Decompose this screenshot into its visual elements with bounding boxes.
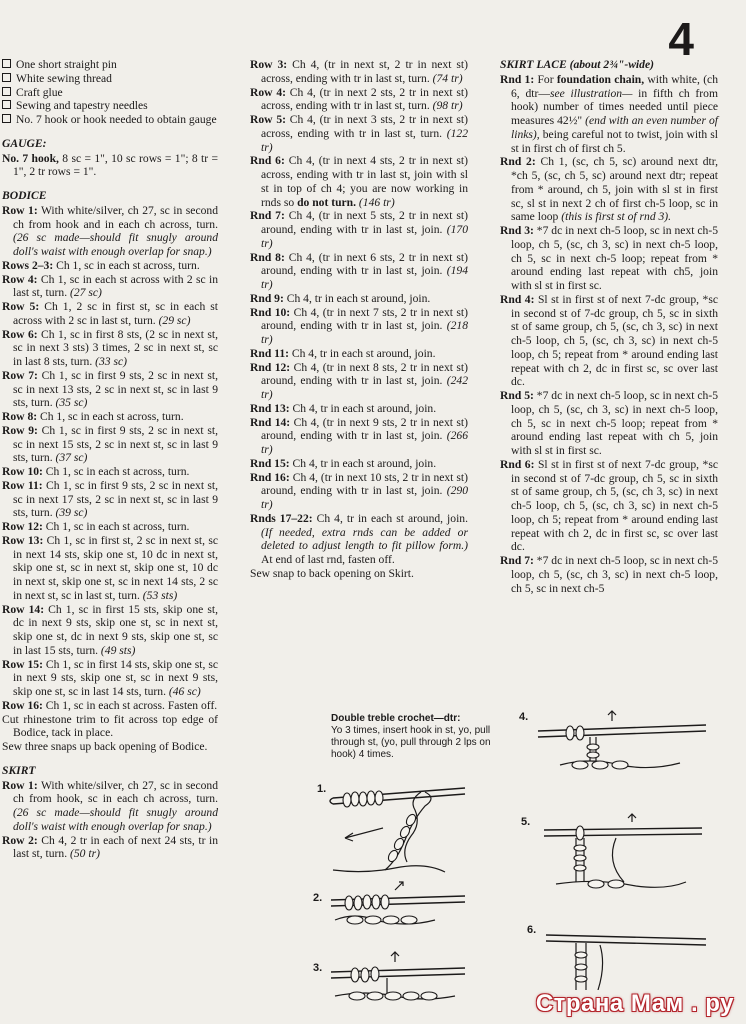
supply-text: One short straight pin — [16, 58, 117, 71]
column-left — [2, 58, 218, 861]
instruction-row: Row 13: Ch 1, sc in first st, 2 sc in next st, sc in next 14 sts, skip one st, 10 dc in next st, skip one st, sc in next st, skip one st, 10 dc in next st, skip one st, sc in next 14 sts, 2 sc in next st, sc in last st, turn. (53 sts) — [2, 533, 218, 602]
step-number: 6. — [527, 924, 537, 936]
watermark: Страна Мам . ру — [535, 990, 734, 1017]
instruction-row: Row 5: Ch 1, 2 sc in first st, sc in each st across with 2 sc in last st, turn. (29 sc) — [2, 300, 218, 327]
step-number: 4. — [519, 711, 529, 723]
supply-item — [2, 99, 218, 113]
instruction-row: Row 4: Ch 1, sc in each st across with 2 sc in last st, turn. (27 sc) — [2, 272, 218, 300]
instruction-text: Cut rhinestone trim to fit across top edge of Bodice, tack in place. — [2, 712, 218, 740]
instruction-row: Row 10: Ch 1, sc in each st across, turn. — [2, 465, 190, 478]
page-number: 4 — [668, 13, 694, 65]
dtr-step-4-illustration — [530, 705, 710, 780]
instruction-row: Rnd 5: *7 dc in next ch-5 loop, sc in next ch-5 loop, ch 5, (sc, ch 3, sc) in next ch-5 loop, ch 5, sc in next ch-5 loop; repeat from * around ending last repeat with ch 5, join with sl st in first sc. — [500, 389, 718, 457]
instruction-row: Rnd 7: *7 dc in next ch-5 loop, sc in next ch-5 loop, ch 5, (sc, ch 3, sc) in next ch-5 loop, ch 5, sc in next ch-5 — [500, 554, 718, 595]
dtr-step-6-illustration — [540, 915, 710, 990]
instruction-row: Row 3: Ch 4, (tr in next st, 2 tr in next st) across, ending with tr in last st, turn. (74 tr) — [250, 58, 468, 85]
instruction-row: Row 1: With white/silver, ch 27, sc in second ch from hook, sc in each ch across, turn. (26 sc made—should fit snugly around doll's waist with enough overlap for snap.) — [2, 778, 218, 833]
step-number: 3. — [313, 962, 323, 974]
supply-text: No. 7 hook or hook needed to obtain gauge — [16, 113, 217, 126]
instruction-row: Rnd 13: Ch 4, tr in each st around, join. — [250, 401, 437, 415]
dtr-title: Double treble crochet—dtr: — [331, 713, 461, 724]
supply-text: Sewing and tapestry needles — [16, 99, 148, 113]
instruction-row: Row 2: Ch 4, 2 tr in each of next 24 sts, tr in last st, turn. (50 tr) — [2, 833, 219, 861]
instruction-row: Row 12: Ch 1, sc in each st across, turn. — [2, 520, 190, 533]
instruction-row: Row 9: Ch 1, sc in first 9 sts, 2 sc in next st, sc in next 15 sts, 2 sc in next st, sc in last 9 sts, turn. (37 sc) — [2, 423, 218, 465]
supply-item — [2, 113, 218, 127]
dtr-step-3-illustration — [325, 950, 470, 1015]
instruction-row: Rnd 6: Ch 4, (tr in next 4 sts, 2 tr in next st) across, ending with tr in last st, join with sl st in top of ch 4; you are now working in rnds so do not turn. (146 tr) — [250, 154, 469, 209]
instruction-row: Rnd 10: Ch 4, (tr in next 7 sts, 2 tr in next st) around, ending with tr in last st, join. (218 tr) — [250, 305, 468, 346]
instruction-row: Rnd 2: Ch 1, (sc, ch 5, sc) around next dtr, *ch 5, (sc, ch 5, sc) around next dtr; repeat from * around, ch 5, join with sl st in first sc, sl st in next 2 ch of first ch-5 loop, sc in same loop (this is first st of rnd 3). — [500, 155, 719, 224]
step-number: 5. — [521, 816, 531, 828]
checkbox-icon — [2, 100, 11, 109]
dtr-caption — [331, 713, 499, 761]
instruction-row: Rnd 16: Ch 4, (tr in next 10 sts, 2 tr in next st) around, ending with tr in last st, join. (290 tr) — [250, 470, 468, 511]
instruction-row: Row 1: With white/silver, ch 27, sc in second ch from hook and in each ch across, turn. (26 sc made—should fit snugly around doll's waist with enough overlap for snap.) — [2, 203, 218, 258]
instruction-row: Row 8: Ch 1, sc in each st across, turn. — [2, 410, 184, 423]
instruction-row: Row 4: Ch 4, (tr in next 2 sts, 2 tr in next st) across, ending with tr in last st, turn. (98 tr) — [250, 85, 468, 113]
skirt-lace-heading: SKIRT LACE (about 2¾"-wide) — [500, 58, 654, 71]
instruction-row: Rnd 9: Ch 4, tr in each st around, join. — [250, 291, 431, 305]
instruction-row: Row 6: Ch 1, sc in first 8 sts, (2 sc in next st, sc in next 3 sts) 3 times, 2 sc in next st, sc in last 8 sts, turn. (33 sc) — [2, 327, 218, 368]
supply-item — [2, 58, 218, 72]
instruction-row: Rnd 4: Sl st in first st of next 7-dc group, *sc in second st of 7-dc group, ch 5, sc in sixth st of same group, ch 5, (sc, ch 3, sc) in next ch-5 loop, ch 5, (sc, ch 3, sc) in next ch-5 loop, ch 5; repeat from * around ending last repeat with ch 2, dc in first sc, sc over last dc. — [500, 292, 718, 389]
supply-item — [2, 86, 218, 100]
checkbox-icon — [2, 87, 11, 96]
column-right — [500, 58, 718, 595]
column-middle — [250, 58, 468, 581]
instruction-row: Row 16: Ch 1, sc in each st across. Fasten off. — [2, 698, 218, 712]
instruction-row: Row 14: Ch 1, sc in first 15 sts, skip one st, dc in next 9 sts, skip one st, sc in next st, skip one st, dc in next 9 sts, skip one st, sc in last 15 sts, turn. (49 sts) — [2, 602, 218, 657]
checkbox-icon — [2, 114, 11, 123]
instruction-row: Rnd 12: Ch 4, (tr in next 8 sts, 2 tr in next st) around, ending with tr in last st, join. (242 tr) — [250, 360, 468, 401]
supplies-list — [2, 58, 218, 127]
instruction-text: Sew snap to back opening on Skirt. — [250, 566, 414, 580]
instruction-row: Row 5: Ch 4, (tr in next 3 sts, 2 tr in next st) across, ending with tr in last st, turn. (122 tr) — [250, 113, 468, 154]
instruction-row: Rnd 3: *7 dc in next ch-5 loop, sc in next ch-5 loop, ch 5, (sc, ch 3, sc) in next ch-5 loop, ch 5, sc in next ch-5 loop; repeat from * around ending last repeat with ch5, join with sl st in first sc. — [500, 224, 718, 292]
checkbox-icon — [2, 59, 11, 68]
step-number: 2. — [313, 892, 323, 904]
instruction-row: Rnd 7: Ch 4, (tr in next 5 sts, 2 tr in next st) around, ending with tr in last st, join. (170 tr) — [250, 209, 469, 250]
instruction-row: Rnd 6: Sl st in first st of next 7-dc group, *sc in second st of 7-dc group, ch 5, sc in sixth st of same group, ch 5, (sc, ch 3, sc) in next ch-5 loop, ch 5, (sc, ch 3, sc) in next ch-5 loop, ch 5; repeat from * around ending last repeat with ch 2, dc in first sc, sc over last dc. — [500, 457, 718, 554]
instruction-row: Row 11: Ch 1, sc in first 9 sts, 2 sc in next st, sc in next 17 sts, 2 sc in next st, sc in last 9 sts, turn. (39 sc) — [2, 478, 218, 520]
instruction-row: Rnd 15: Ch 4, tr in each st around, join. — [250, 456, 437, 470]
gauge-text: No. 7 hook, 8 sc = 1", 10 sc rows = 1"; 8 tr = 1", 2 tr rows = 1". — [2, 151, 218, 179]
instruction-row: Rnds 17–22: Ch 4, tr in each st around, join. (If needed, extra rnds can be added or deleted to adjust length to fit pillow form.) At end of last rnd, fasten off. — [250, 511, 468, 566]
instruction-row: Rnd 14: Ch 4, (tr in next 9 sts, 2 tr in next st) around, ending with tr in last st, join. (266 tr) — [250, 415, 468, 456]
step-number: 1. — [317, 783, 327, 795]
dtr-step-5-illustration — [536, 812, 706, 897]
dtr-instructions: Yo 3 times, insert hook in st, yo, pull through st, (yo, pull through 2 lps on hook) 4 times. — [331, 725, 491, 760]
dtr-step-1-illustration — [325, 770, 470, 880]
supply-text: Craft glue — [16, 85, 63, 99]
gauge-heading: GAUGE: — [2, 136, 47, 150]
instruction-text: Sew three snaps up back opening of Bodice. — [2, 740, 208, 753]
supply-item — [2, 72, 218, 86]
checkbox-icon — [2, 73, 11, 82]
instruction-row: Row 7: Ch 1, sc in first 9 sts, 2 sc in next st, sc in next 13 sts, 2 sc in next st, sc in last 9 sts, turn. (35 sc) — [2, 368, 218, 410]
dtr-step-2-illustration — [325, 880, 470, 935]
instruction-row: Rnd 8: Ch 4, (tr in next 6 sts, 2 tr in next st) around, ending with tr in last st, join. (194 tr) — [250, 250, 469, 291]
bodice-heading: BODICE — [2, 189, 47, 202]
instruction-row: Row 15: Ch 1, sc in first 14 sts, skip one st, sc in next 9 sts, skip one st, sc in next 9 sts, skip one st, sc in last 14 sts, turn. (46 sc) — [2, 657, 218, 698]
instruction-row: Rnd 1: For foundation chain, with white, (ch 6, dtr—see illustration— in fifth ch from hook) number of times needed until piece measures 42½" (end with an even number of links), being careful not to twist, join with sl st in first ch of first ch 5. — [500, 72, 718, 155]
instruction-row: Rnd 11: Ch 4, tr in each st around, join. — [250, 346, 436, 360]
supply-text: White sewing thread — [16, 71, 112, 85]
instruction-row: Rows 2–3: Ch 1, sc in each st across, turn. — [2, 258, 200, 272]
skirt-heading: SKIRT — [2, 763, 36, 777]
